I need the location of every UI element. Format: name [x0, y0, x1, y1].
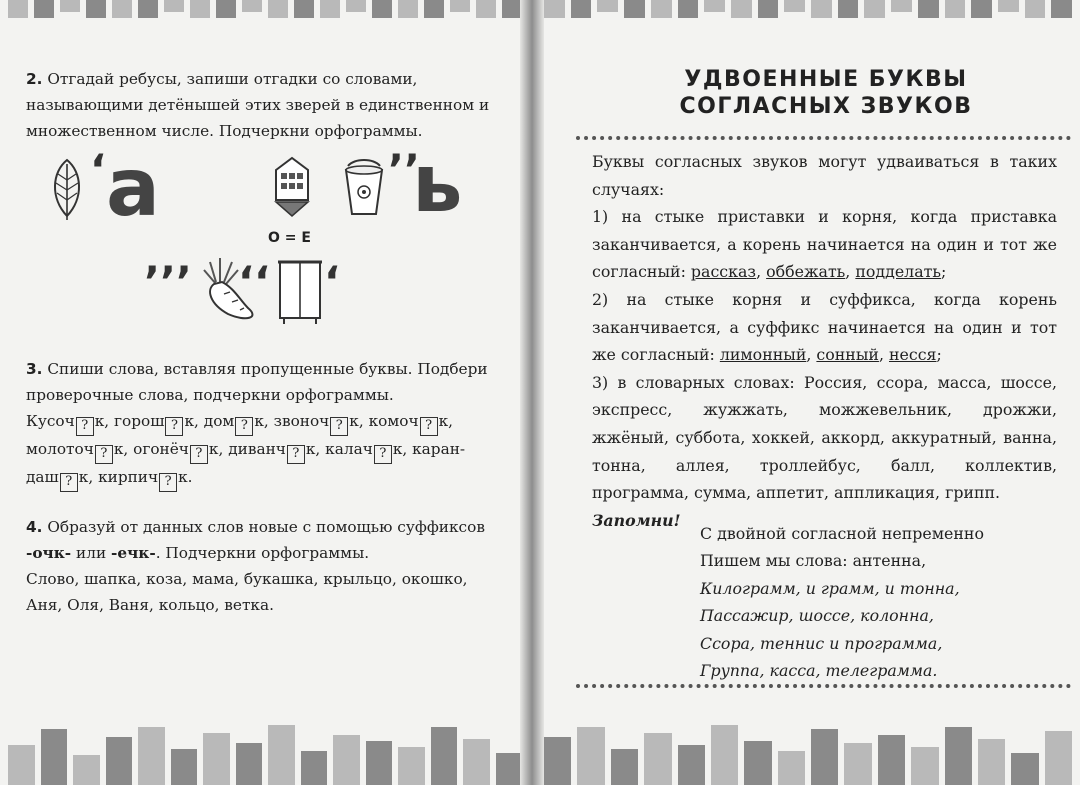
word-with-gap: горош ? к,: [114, 412, 204, 430]
rebus-letter-a: а: [106, 141, 160, 234]
rebus-comma: ‘‘: [238, 257, 270, 306]
task-text: Спиши слова, вставляя пропущенные буквы. Подбери проверочные слова, подчеркни орфограммы.: [26, 360, 488, 404]
task-text: Отгадай ребусы, запиши отгадки со словами, называющими детёнышей этих зверей в единственном и множественном числе. Подчеркни орфограммы.: [26, 70, 490, 140]
poem-line: Ссора, теннис и программа,: [700, 633, 943, 653]
task-number: 3.: [26, 360, 43, 378]
example-word: несся: [888, 345, 937, 365]
rules-text: Буквы согласных звуков могут удваиваться в таких случаях: 1) на стыке приставки и корня, когда приставка заканчивается, а корень начинается на один и тот же согласный: рассказ, оббежать, подделать; 2) на стыке корня и суффикса, когда корень заканчивается, а суффикс начинается на один и тот же согласный: лимонный, сонный, несся; 3) в словарных словах: Россия, ссора, масса, шоссе, экспресс, жужжать, можжевельник, дрожжи, жжёный, суббота, хоккей, аккорд, аккуратный, ванна, тонна, аллея, троллейбус, балл, коллектив, программа, сумма, аппетит, аппликация, грипп. Запомни!: [592, 152, 1057, 530]
missing-letter-box: ?: [159, 473, 177, 492]
book-gutter: [520, 0, 544, 785]
bottom-decor-bars: [0, 723, 530, 785]
rule-3: 3) в словарных словах:: [592, 372, 795, 392]
task-4: [26, 514, 492, 618]
task-3: [26, 356, 492, 492]
dotted-divider: [576, 136, 1071, 140]
bottom-decor-bars: [536, 723, 1080, 785]
missing-letter-box: ?: [190, 445, 208, 464]
word-with-gap: комоч ? к,: [369, 412, 453, 430]
vocabulary-words: Россия, ссора, масса, шоссе, экспресс, жужжать, можжевельник, дрожжи, жжёный, суббота, хоккей, аккорд, аккуратный, ванна, тонна, аллея, троллейбус, балл, коллектив, программа, сумма, аппетит, аппликация, грипп.: [592, 372, 1057, 503]
suffix-echk: -ечк-: [111, 544, 156, 562]
example-word: оббежать: [766, 262, 846, 282]
suffix-ochk: -очк-: [26, 544, 72, 562]
house-icon: [272, 156, 312, 218]
leaf-icon: [48, 158, 86, 222]
top-decor-bars: [536, 0, 1080, 44]
poem-line: Килограмм, и грамм, и тонна,: [700, 578, 960, 598]
word-with-gap: калач ? к,: [325, 440, 412, 458]
poem-line: Пассажир, шоссе, колонна,: [700, 606, 934, 626]
rebus-comma: ‘: [324, 257, 340, 306]
word-with-gap: диванч ? к,: [228, 440, 325, 458]
page-title: УДВОЕННЫЕ БУКВЫ СОГЛАСНЫХ ЗВУКОВ: [679, 67, 973, 119]
rebus-letter-soft-sign: ь: [412, 137, 463, 230]
conjunction: или: [76, 544, 107, 562]
task-text-end: . Подчеркни орфограммы.: [155, 544, 370, 562]
rebus-comma: ’’’: [144, 257, 192, 306]
example-word: сонный: [816, 345, 879, 365]
poem-line: Пишем мы слова: антенна,: [700, 551, 927, 571]
task-2: [26, 66, 492, 144]
missing-letter-box: ?: [374, 445, 392, 464]
word-with-gap: кирпич ? к.: [98, 468, 193, 486]
rebus-comma: ‘: [90, 145, 106, 194]
example-word: подделать: [855, 262, 941, 282]
rule-1: 1) на стыке приставки и корня, когда приставка заканчивается, а корень начинается на один и тот же согласный:: [592, 207, 1057, 282]
missing-letter-box: ?: [235, 417, 253, 436]
rebus-area: [40, 137, 500, 330]
missing-letter-box: ?: [60, 473, 78, 492]
missing-letter-box: ?: [95, 445, 113, 464]
word-with-gap: дом ? к,: [204, 412, 274, 430]
bucket-icon: [340, 158, 388, 218]
task-number: 2.: [26, 70, 43, 88]
rebus-comma: ’’: [388, 145, 420, 194]
poem-line: Группа, касса, телеграмма.: [700, 661, 938, 681]
word-with-gap: звоноч ? к,: [274, 412, 369, 430]
top-decor-bars: [0, 0, 530, 44]
task-number: 4.: [26, 518, 43, 536]
poem-line: С двойной согласной непременно: [700, 524, 984, 543]
rule-2: 2) на стыке корня и суффикса, когда корень заканчивается, а суффикс начинается на один и тот же согласный:: [592, 289, 1057, 365]
wardrobe-icon: [276, 256, 324, 324]
example-word: рассказ: [690, 262, 757, 282]
dotted-divider: [576, 684, 1071, 688]
word-with-gap: Кусоч ? к,: [26, 412, 114, 430]
right-page: [536, 0, 1080, 785]
word-list: Слово, шапка, коза, мама, букашка, крыльцо, окошко, Аня, Оля, Ваня, кольцо, ветка.: [26, 570, 468, 614]
missing-letter-words: [26, 408, 492, 492]
missing-letter-box: ?: [165, 417, 183, 436]
word-with-gap: огонёч ? к,: [133, 440, 228, 458]
left-page: [0, 0, 530, 785]
task-text: Образуй от данных слов новые с помощью суффиксов: [47, 518, 485, 536]
word-with-gap: молоточ ? к,: [26, 440, 133, 458]
example-word: лимонный: [719, 345, 807, 365]
intro-text: Буквы согласных звуков могут удваиваться в таких случаях:: [592, 152, 1057, 199]
missing-letter-box: ?: [287, 445, 305, 464]
poem: [700, 520, 1030, 684]
missing-letter-box: ?: [330, 417, 348, 436]
rebus-rule: О = Е: [268, 230, 311, 246]
word-with-gap: каран-даш ? к,: [26, 440, 465, 486]
remember-label: Запомни!: [592, 510, 681, 530]
missing-letter-box: ?: [76, 417, 94, 436]
missing-letter-box: ?: [420, 417, 438, 436]
